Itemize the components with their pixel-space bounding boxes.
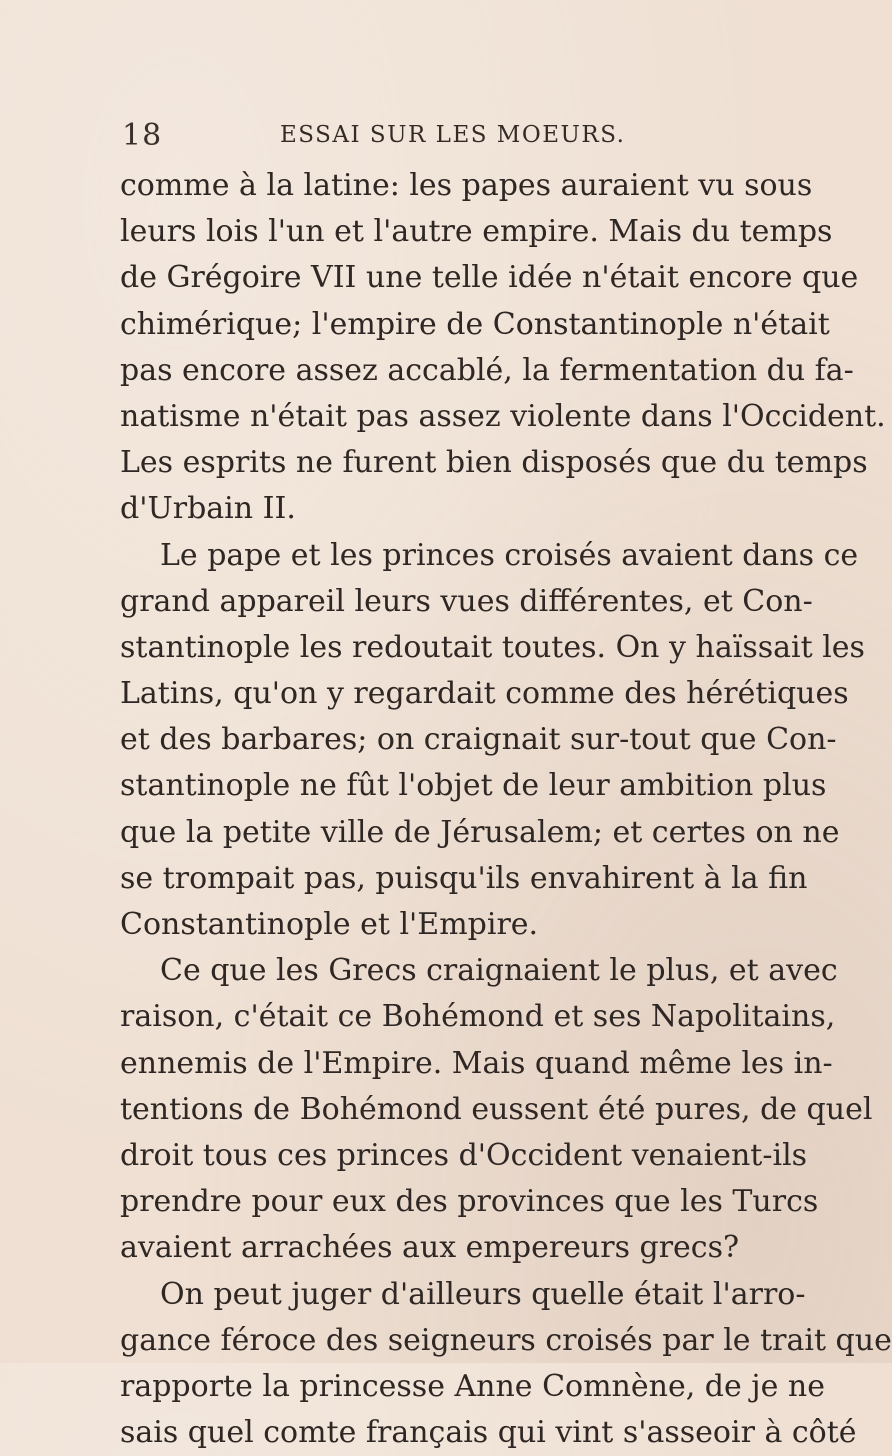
paragraph-start: On peut juger d'ailleurs quelle était l'arro-: [160, 1276, 806, 1312]
text-line: pas encore assez accablé, la fermentation du fa-: [120, 352, 854, 388]
text-line: Les esprits ne furent bien disposés que du temps: [120, 445, 868, 481]
text-line: raison, c'était ce Bohémond et ses Napolitains,: [120, 999, 836, 1035]
text-line: Constantinople et l'Empire.: [120, 907, 539, 942]
text-line: prendre pour eux des provinces que les Turcs: [120, 1184, 819, 1220]
running-title: ESSAI SUR LES MOEURS.: [280, 122, 626, 148]
text-line: stantinople les redoutait toutes. On y haïssait les: [120, 629, 865, 665]
text-line: gance féroce des seigneurs croisés par le trait que: [120, 1322, 892, 1358]
text-line: leurs lois l'un et l'autre empire. Mais du temps: [120, 214, 833, 250]
text-line: ennemis de l'Empire. Mais quand même les in-: [120, 1045, 833, 1081]
text-line: sais quel comte français qui vint s'asseoir à côté: [120, 1415, 857, 1451]
page-number: 18: [122, 118, 163, 153]
text-line: que la petite ville de Jérusalem; et certes on ne: [120, 814, 840, 850]
page-header: [122, 118, 682, 154]
paragraph-start: Ce que les Grecs craignaient le plus, et avec: [160, 953, 838, 989]
text-line: avaient arrachées aux empereurs grecs?: [120, 1230, 740, 1266]
text-line: natisme n'était pas assez violente dans l'Occident.: [120, 398, 886, 434]
text-line: stantinople ne fût l'objet de leur ambition plus: [120, 768, 827, 804]
text-line: chimérique; l'empire de Constantinople n'était: [120, 306, 830, 342]
text-line: grand appareil leurs vues différentes, et Con-: [120, 583, 813, 619]
text-line: d'Urbain II.: [120, 491, 296, 527]
body-text: [120, 163, 892, 1456]
text-line: et des barbares; on craignait sur-tout que Con-: [120, 722, 837, 758]
text-line: rapporte la princesse Anne Comnène, de je ne: [120, 1368, 825, 1404]
paragraph-start: Le pape et les princes croisés avaient dans ce: [160, 537, 859, 573]
text-line: comme à la latine: les papes auraient vu sous: [120, 168, 813, 203]
text-line: tentions de Bohémond eussent été pures, de quel: [120, 1091, 873, 1127]
text-line: Latins, qu'on y regardait comme des hérétiques: [120, 676, 849, 712]
text-line: droit tous ces princes d'Occident venaient-ils: [120, 1137, 808, 1173]
text-line: de Grégoire VII une telle idée n'était encore que: [120, 260, 859, 296]
text-line: se trompait pas, puisqu'ils envahirent à la fin: [120, 860, 808, 896]
